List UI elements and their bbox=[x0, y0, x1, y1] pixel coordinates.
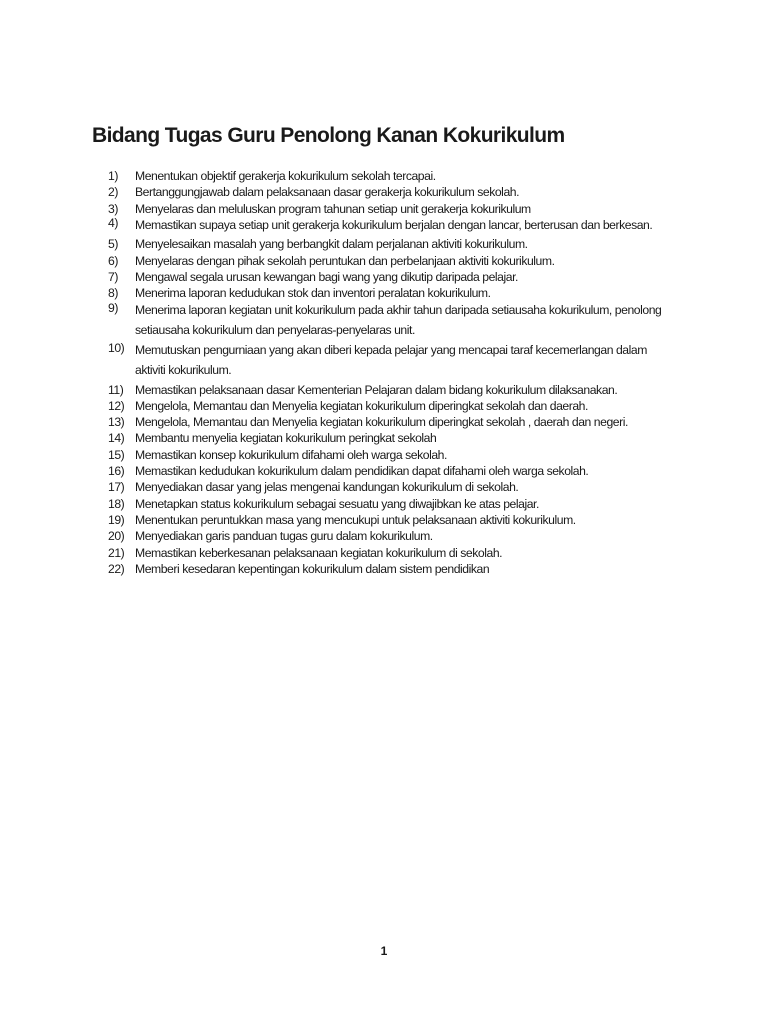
list-item-number: 11) bbox=[108, 382, 124, 397]
list-item-text: Menyelaras dan meluluskan program tahunan setiap unit gerakerja kokurikulum bbox=[135, 201, 531, 216]
list-item-text: Mengelola, Memantau dan Menyelia kegiatan kokurikulum diperingkat sekolah dan daerah. bbox=[135, 398, 588, 413]
list-item-text: Memastikan kedudukan kokurikulum dalam pendidikan dapat difahami oleh warga sekolah. bbox=[135, 464, 589, 479]
list-item bbox=[108, 414, 668, 430]
list-item bbox=[108, 398, 668, 414]
list-item-number: 18) bbox=[108, 496, 125, 511]
list-item bbox=[108, 236, 668, 252]
list-item-number: 9) bbox=[108, 300, 118, 315]
list-item-text: Bertanggungjawab dalam pelaksanaan dasar gerakerja kokurikulum sekolah. bbox=[135, 185, 520, 200]
list-item-text: Mengawal segala urusan kewangan bagi wang yang dikutip daripada pelajar. bbox=[135, 269, 518, 284]
list-item bbox=[108, 168, 668, 184]
list-item-number: 10) bbox=[108, 340, 125, 355]
list-item-text: Memastikan pelaksanaan dasar Kementerian Pelajaran dalam bidang kokurikulum dilaksanakan. bbox=[135, 382, 618, 397]
list-item bbox=[108, 496, 668, 512]
list-item-number: 6) bbox=[108, 253, 118, 268]
list-item-text: Memberi kesedaran kepentingan kokurikulum dalam sistem pendidikan bbox=[135, 561, 490, 576]
list-item-text: Menyelesaikan masalah yang berbangkit dalam perjalanan aktiviti kokurikulum. bbox=[135, 237, 528, 252]
list-item-text: Memastikan konsep kokurikulum difahami oleh warga sekolah. bbox=[135, 447, 447, 462]
list-item-number: 5) bbox=[108, 237, 118, 252]
page-title: Bidang Tugas Guru Penolong Kanan Kokurikulum bbox=[92, 124, 565, 147]
list-item-number: 20) bbox=[108, 529, 125, 544]
page-number: 1 bbox=[380, 944, 388, 958]
list-item-text: Menyediakan garis panduan tugas guru dalam kokurikulum. bbox=[135, 529, 433, 544]
list-item-number: 13) bbox=[108, 415, 125, 430]
list-item-number: 8) bbox=[108, 286, 118, 301]
list-item bbox=[108, 300, 668, 341]
list-item-text: Mengelola, Memantau dan Menyelia kegiatan kokurikulum diperingkat sekolah , daerah dan negeri. bbox=[135, 415, 628, 430]
list-item-number: 1) bbox=[108, 169, 118, 183]
list-item-text: Menetapkan status kokurikulum sebagai sesuatu yang diwajibkan ke atas pelajar. bbox=[135, 496, 539, 511]
list-item-number: 15) bbox=[108, 447, 125, 462]
list-item bbox=[108, 253, 668, 269]
list-item-text: Memutuskan pengurniaan yang akan diberi kepada pelajar yang mencapai taraf kecemerlangan dalam aktiviti kokurikulum. bbox=[135, 342, 647, 378]
list-item-text: Memastikan keberkesanan pelaksanaan kegiatan kokurikulum di sekolah. bbox=[135, 545, 503, 560]
list-item-number: 2) bbox=[108, 185, 118, 200]
list-item-number: 3) bbox=[108, 201, 118, 216]
list-item bbox=[108, 479, 668, 495]
list-item-text: Menyediakan dasar yang jelas mengenai kandungan kokurikulum di sekolah. bbox=[135, 480, 519, 495]
list-item bbox=[108, 447, 668, 463]
list-item bbox=[108, 545, 668, 561]
list-item-number: 17) bbox=[108, 480, 125, 495]
list-item-text: Memastikan supaya setiap unit gerakerja kokurikulum berjalan dengan lancar, berterusan dan berkesan. bbox=[135, 217, 653, 232]
list-item-number: 16) bbox=[108, 464, 125, 479]
list-item bbox=[108, 430, 668, 446]
list-item bbox=[108, 512, 668, 528]
list-item-number: 4) bbox=[108, 215, 118, 230]
list-item-text: Menentukan peruntukkan masa yang mencukupi untuk pelaksanaan aktiviti kokurikulum. bbox=[135, 512, 576, 527]
list-item-text: Menyelaras dengan pihak sekolah peruntukan dan perbelanjaan aktiviti kokurikulum. bbox=[135, 253, 555, 268]
list-item-number: 7) bbox=[108, 269, 118, 284]
list-item-number: 22) bbox=[108, 561, 125, 576]
list-item-text: Menerima laporan kegiatan unit kokurikulum pada akhir tahun daripada setiausaha kokurikulum, penolong setiausaha kokurikulum dan penyelaras-penyelaras unit. bbox=[135, 302, 662, 338]
list-item-number: 12) bbox=[108, 398, 125, 413]
list-item bbox=[108, 382, 668, 398]
list-item-text: Membantu menyelia kegiatan kokurikulum peringkat sekolah bbox=[135, 431, 437, 446]
list-item bbox=[108, 340, 668, 381]
list-item-text: Menerima laporan kedudukan stok dan inventori peralatan kokurikulum. bbox=[135, 286, 491, 301]
list-item-number: 19) bbox=[108, 512, 125, 527]
list-item bbox=[108, 215, 668, 236]
list-item bbox=[108, 184, 668, 200]
list-item bbox=[108, 561, 668, 577]
duty-list bbox=[108, 168, 668, 577]
list-item-number: 21) bbox=[108, 545, 125, 560]
list-item-text: Menentukan objektif gerakerja kokurikulum sekolah tercapai. bbox=[135, 169, 436, 183]
list-item-number: 14) bbox=[108, 431, 125, 446]
list-item bbox=[108, 528, 668, 544]
list-item bbox=[108, 463, 668, 479]
list-item bbox=[108, 269, 668, 285]
